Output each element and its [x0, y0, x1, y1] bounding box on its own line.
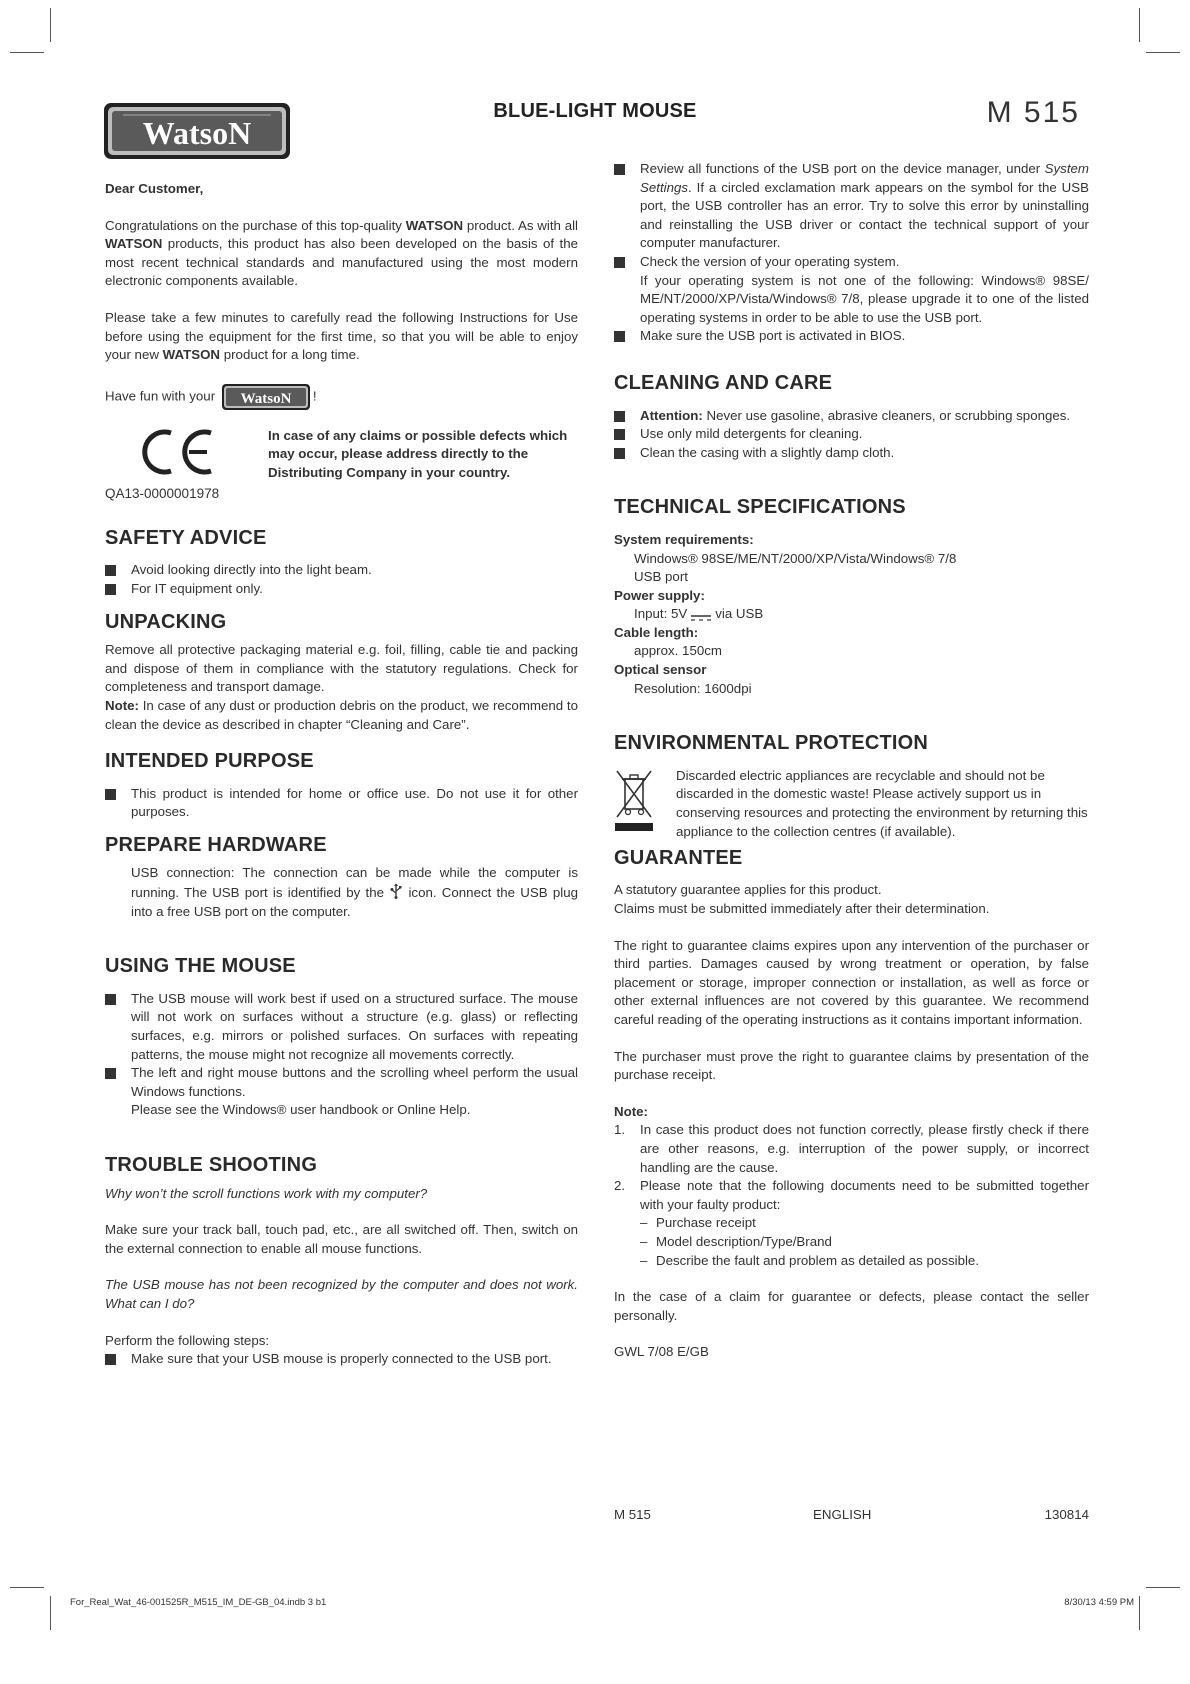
brand-text: WatsoN — [142, 115, 252, 151]
list-item: Make sure the USB port is activated in BIOS. — [614, 327, 1089, 346]
trouble-question-2 — [105, 1276, 578, 1313]
guarantee-contact: In the case of a claim for guarantee or defects, please contact the seller personally. — [614, 1289, 1089, 1323]
text-span: Have fun with your — [105, 388, 219, 404]
list-number: 2. — [614, 1178, 626, 1194]
watson-logo-small — [221, 383, 311, 411]
weee-bin-icon — [614, 767, 654, 833]
print-file-info: For_Real_Wat_46-001525R_M515_IM_DE-GB_04.indb 3 b1 — [70, 1597, 327, 1608]
ce-mark-icon — [135, 427, 221, 477]
text-span: via USB — [715, 606, 764, 622]
spec-value: Windows® 98SE/ME/NT/2000/XP/Vista/Windows® 7/8 — [634, 550, 957, 566]
footer-number: 130814 — [1044, 1507, 1089, 1522]
crop-mark — [50, 1596, 51, 1630]
list-item: Avoid looking directly into the light beam. — [105, 561, 578, 580]
list-item — [614, 407, 1089, 426]
guarantee-p1b: Claims must be submitted immediately after their determination. — [614, 901, 990, 917]
list-item: – Purchase receipt — [640, 1214, 1089, 1233]
text-span: Congratulations on the purchase of this top-quality — [105, 217, 406, 233]
spec-value — [614, 605, 1089, 624]
tech-specs — [614, 531, 1089, 698]
intro-paragraph-1 — [105, 217, 578, 291]
text-span: Check the version of your operating system. — [640, 253, 900, 269]
spec-value: approx. 150cm — [634, 643, 722, 659]
cleaning-list — [614, 407, 1089, 463]
right-column — [614, 160, 1089, 1362]
model-code: M 515 — [986, 96, 1080, 129]
usb-icon — [389, 883, 403, 899]
text-span: In case of any dust or production debris on the product, we recommend to clean the device as described in chapter “Cleaning and Care”. — [105, 697, 578, 732]
text-span: If your operating system is not one of the following: Windows® 98SE/ ME/NT/2000/XP/Vista/Windows® 7/8, please upgrade it to one of the listed operating systems in order to be able to use the USB port. — [640, 272, 1089, 325]
list-item: – Model description/Type/Brand — [640, 1233, 1089, 1252]
text-span: Please take a few minutes to carefully read the following Instructions for Use before using the equipment for the first time, so that you will be able to enjoy your new — [105, 309, 578, 363]
have-fun-line — [105, 383, 578, 411]
guarantee-note-label: Note: — [614, 1103, 648, 1119]
heading-guarantee: GUARANTEE — [614, 846, 743, 869]
safety-list — [105, 561, 578, 598]
crop-mark — [1146, 52, 1180, 53]
text-span: Please note that the following documents need to be submitted together with your faulty product: — [640, 1178, 1089, 1212]
page-title: BLUE-LIGHT MOUSE — [493, 100, 697, 122]
list-item: For IT equipment only. — [105, 580, 578, 599]
ce-claims-text: In case of any claims or possible defects which may occur, please address directly to the Distributing Company in your country. — [268, 427, 568, 480]
trouble-steps-list-right — [614, 160, 1089, 346]
text-span: Never use gasoline, abrasive cleaners, or scrubbing sponges. — [702, 407, 1071, 423]
unpacking-text: Remove all protective packaging material e.g. foil, filling, cable tie and packing and dispose of them in compliance with the statutory regulations. Check for completeness and transport damage. — [105, 642, 578, 695]
documents-list — [640, 1214, 1089, 1270]
text-span: Please see the Windows® user handbook or Online Help. — [131, 1102, 471, 1118]
footer-language: ENGLISH — [813, 1507, 872, 1522]
print-date-info: 8/30/13 4:59 PM — [1064, 1597, 1134, 1608]
spec-label: Cable length: — [614, 624, 699, 640]
heading-prepare-hardware: PREPARE HARDWARE — [105, 833, 327, 856]
intro-paragraph-2 — [105, 309, 578, 365]
spec-label: Optical sensor — [614, 662, 707, 678]
text-span: products, this product has also been developed on the basis of the most recent technical standards and manufactured using the most modern electronic components available. — [105, 236, 578, 289]
crop-mark — [50, 8, 51, 42]
unpacking-note — [105, 697, 578, 734]
text-span: In case this product does not function correctly, please firstly check if there are other reasons, e.g. interruption of the power supply, or incorrect handling are the cause. — [640, 1122, 1089, 1175]
trouble-steps-list-left — [105, 1350, 578, 1369]
footer-model: M 515 — [614, 1507, 651, 1522]
list-item — [614, 1121, 1089, 1177]
guarantee-p1: A statutory guarantee applies for this product. — [614, 882, 882, 898]
spec-value: USB port — [634, 569, 688, 585]
left-column — [105, 180, 578, 1369]
heading-unpacking: UNPACKING — [105, 610, 227, 633]
intended-list — [105, 785, 578, 822]
heading-intended-purpose: INTENDED PURPOSE — [105, 750, 314, 773]
list-item: Make sure that your USB mouse is properly connected to the USB port. — [105, 1350, 578, 1369]
guarantee-p3: The purchaser must prove the right to guarantee claims by presentation of the purchase receipt. — [614, 1048, 1089, 1083]
heading-safety: SAFETY ADVICE — [105, 526, 267, 549]
brand-span: WATSON — [405, 217, 464, 233]
question-text: The USB mouse has not been recognized by the computer and does not work. What can I do? — [105, 1277, 578, 1311]
heading-cleaning: CLEANING AND CARE — [614, 371, 833, 394]
trouble-steps-intro: Perform the following steps: — [105, 1332, 270, 1348]
ce-block — [105, 425, 578, 507]
spec-label: Power supply: — [614, 587, 705, 603]
greeting: Dear Customer, — [105, 181, 204, 196]
list-item — [614, 1177, 1089, 1270]
brand-span: WATSON — [105, 236, 163, 252]
list-number: 1. — [614, 1122, 626, 1138]
crop-mark — [10, 1587, 44, 1588]
text-span: . If a circled exclamation mark appears on the symbol for the USB port, the USB controller has an error. Try to solve this error by uninstalling and reinstalling the USB driver or contact the technical support of your computer manufacturer. — [640, 179, 1089, 251]
heading-trouble-shooting: TROUBLE SHOOTING — [105, 1154, 318, 1176]
spec-value: Resolution: 1600dpi — [634, 680, 752, 696]
crop-mark — [1139, 1596, 1140, 1630]
text-span: Input: 5V — [634, 606, 688, 622]
crop-mark — [1146, 1587, 1180, 1588]
spec-label: System requirements: — [614, 531, 754, 547]
heading-using-mouse: USING THE MOUSE — [105, 955, 296, 978]
guarantee-p2: The right to guarantee claims expires upon any intervention of the purchaser or third parties. Damages caused by wrong treatment or operation, by false placement or storage, improper connection or installation, as well as force or other external influences are not covered by this guarantee. We recommend careful reading of the operating instructions as it contains important information. — [614, 937, 1089, 1027]
env-text: Discarded electric appliances are recyclable and should not be discarded in the domestic waste! Please actively support us in conserving resources and protecting the environment by returning this appliance to the collection centres (if available). — [676, 767, 1088, 839]
trouble-question-1 — [105, 1185, 578, 1204]
heading-technical-specs: TECHNICAL SPECIFICATIONS — [614, 496, 906, 519]
trouble-answer-1: Make sure your track ball, touch pad, etc., are all switched off. Then, switch on the external connection to enable all mouse functions. — [105, 1222, 578, 1256]
list-item — [614, 253, 1089, 327]
note-label: Note: — [105, 697, 139, 713]
attention-label: Attention: — [640, 407, 703, 423]
list-item: – Describe the fault and problem as detailed as possible. — [640, 1252, 1089, 1271]
guarantee-code: GWL 7/08 E/GB — [614, 1344, 709, 1360]
text-span: ! — [312, 388, 317, 404]
list-item — [614, 160, 1089, 253]
brand-text-small: WatsoN — [240, 390, 292, 407]
crop-mark — [1139, 8, 1140, 42]
list-item — [105, 1064, 578, 1120]
text-span: product. As with all — [463, 217, 578, 233]
question-text: Why won’t the scroll functions work with my computer? — [105, 1185, 428, 1201]
text-span: Review all functions of the USB port on the device manager, under — [640, 161, 1045, 176]
dc-current-icon — [690, 610, 712, 620]
using-list — [105, 990, 578, 1120]
guarantee-note-list — [614, 1121, 1089, 1270]
text-span: The left and right mouse buttons and the scrolling wheel perform the usual Windows functions. — [131, 1065, 578, 1099]
text-span: USB connection: The connection can be made while the computer is running. The USB port is identified by the — [131, 865, 578, 901]
list-item: This product is intended for home or office use. Do not use it for other purposes. — [105, 785, 578, 822]
ce-code: QA13-0000001978 — [105, 485, 220, 501]
prepare-text — [105, 864, 578, 921]
text-span: product for a long time. — [220, 347, 360, 363]
heading-environmental: ENVIRONMENTAL PROTECTION — [614, 732, 929, 755]
list-item: Use only mild detergents for cleaning. — [614, 425, 1089, 444]
list-item: The USB mouse will work best if used on a structured surface. The mouse will not work on surfaces without a structure (e.g. glass) or reflecting surfaces, e.g. mirrors or polished surfaces. On surfaces with repeating patterns, the mouse might not recognize all movements correctly. — [105, 990, 578, 1064]
list-item: Clean the casing with a slightly damp cloth. — [614, 444, 1089, 463]
brand-span: WATSON — [162, 347, 221, 363]
text-span: icon. Connect the USB plug into a free USB port on the computer. — [131, 885, 578, 919]
env-block — [614, 767, 1089, 843]
crop-mark — [10, 52, 44, 53]
emphasis-span: System Settings — [640, 161, 1089, 195]
